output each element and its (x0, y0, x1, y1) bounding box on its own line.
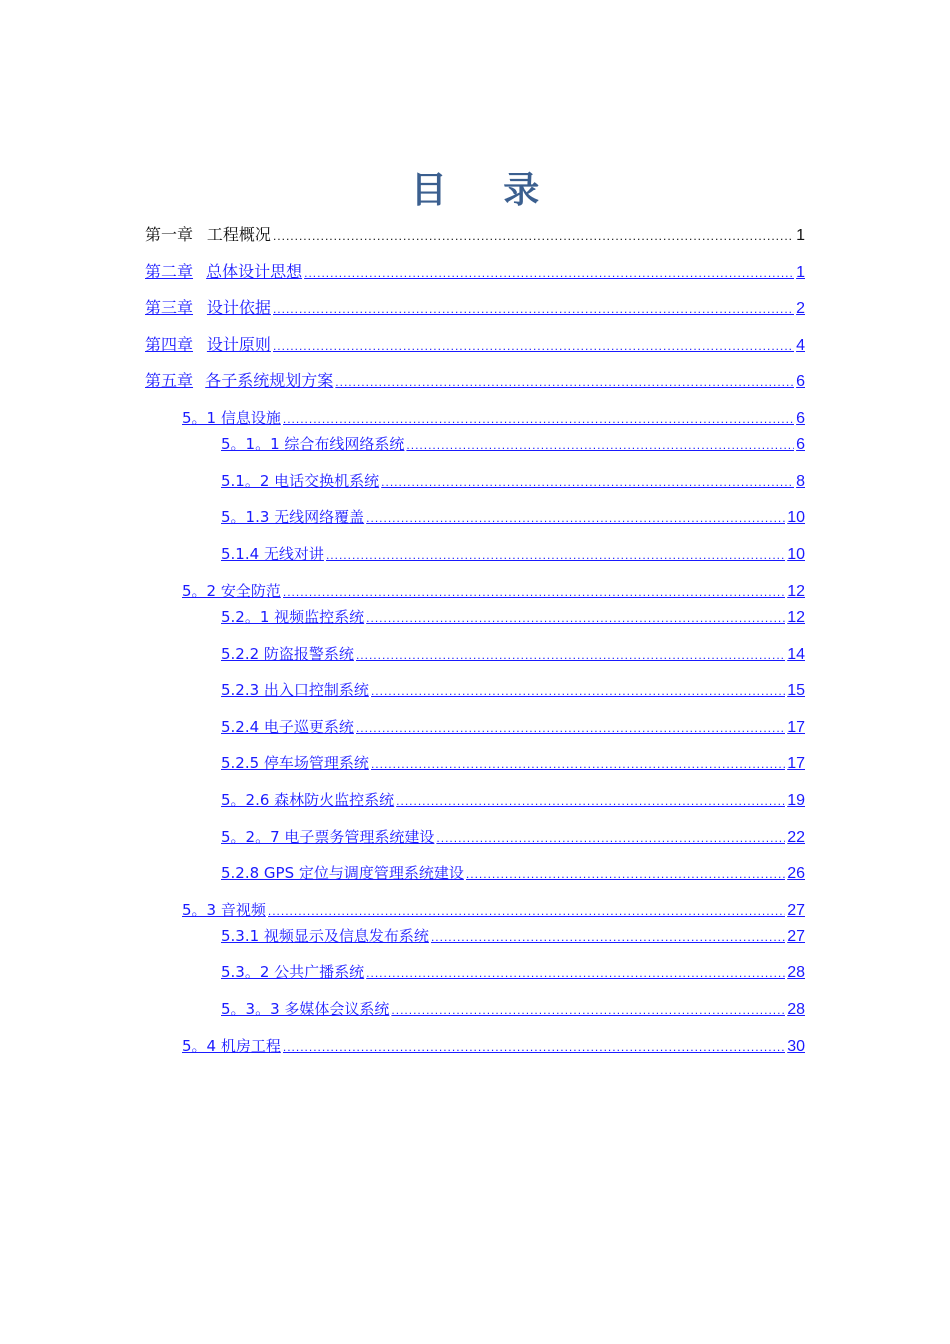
toc-entry-label: 5。1.3 无线网络覆盖 (221, 508, 365, 526)
toc-entry[interactable] (221, 997, 805, 1021)
toc-entry-label: 5.1。2 电话交换机系统 (221, 472, 380, 490)
toc-page-number: 12 (787, 583, 805, 600)
toc-page-number: 6 (796, 373, 805, 390)
toc-page-number: 2 (796, 300, 805, 317)
toc-entry[interactable] (221, 505, 805, 529)
toc-entry-label: 各子系统规划方案 (205, 371, 334, 390)
toc-chapter-number: 第四章 (145, 335, 194, 354)
toc-dot-leader (371, 679, 785, 703)
toc-dot-leader (356, 716, 785, 740)
toc-dot-leader (431, 925, 785, 949)
toc-page-number: 27 (787, 928, 805, 945)
toc-chapter-number: 第五章 (145, 371, 194, 390)
toc-entry-label: 5。1 信息设施 (182, 409, 281, 427)
toc-entry-label: 5.3。2 公共广播系统 (221, 963, 365, 981)
toc-entry-label: 5.2。1 视频监控系统 (221, 608, 365, 626)
toc-entry-label: 5。2.6 森林防火监控系统 (221, 791, 395, 809)
toc-dot-leader (366, 606, 785, 630)
toc-entry (145, 223, 805, 247)
toc-entry-label: 5。2。7 电子票务管理系统建设 (221, 828, 435, 846)
toc-page-number: 1 (796, 264, 805, 281)
toc-entry-label: 5。3 音视频 (182, 901, 266, 919)
toc-dot-leader (436, 826, 785, 850)
toc-entry-label: 5。3。3 多媒体会议系统 (221, 1000, 390, 1018)
toc-dot-leader (326, 543, 785, 567)
toc-dot-leader (273, 297, 794, 321)
toc-entry-label: 5.2.5 停车场管理系统 (221, 754, 369, 772)
toc-title: 目 录 (410, 169, 562, 211)
toc-page-number: 4 (796, 337, 805, 354)
toc-entry[interactable] (182, 579, 805, 603)
toc-page-number: 8 (796, 473, 805, 490)
toc-entry[interactable] (145, 260, 805, 284)
toc-entry[interactable] (221, 751, 805, 775)
toc-dot-leader (283, 407, 794, 431)
toc-entry[interactable] (145, 369, 805, 393)
toc-page-number: 17 (787, 755, 805, 772)
toc-entry[interactable] (221, 715, 805, 739)
toc-dot-leader (273, 334, 794, 358)
toc-chapter-number: 第三章 (145, 298, 194, 317)
toc-entry[interactable] (221, 788, 805, 812)
toc-entry-label: 5.3.1 视频显示及信息发布系统 (221, 927, 429, 945)
toc-entry[interactable] (221, 825, 805, 849)
toc-page-number: 14 (787, 646, 805, 663)
toc-entry-label: 总体设计思想 (206, 262, 303, 281)
toc-entry[interactable] (221, 469, 805, 493)
toc-dot-leader (356, 643, 785, 667)
toc-chapter-number: 第二章 (145, 262, 194, 281)
toc-entry-label: 5。2 安全防范 (182, 582, 281, 600)
toc-dot-leader (273, 224, 794, 248)
toc-dot-leader (283, 1035, 785, 1059)
toc-dot-leader (283, 580, 785, 604)
toc-entry-label: 5。1。1 综合布线网络系统 (221, 435, 405, 453)
toc-dot-leader (381, 470, 794, 494)
toc-page-number: 6 (796, 436, 805, 453)
toc-dot-leader (391, 998, 785, 1022)
toc-chapter-number: 第一章 (145, 225, 194, 244)
toc-entry[interactable] (145, 333, 805, 357)
toc-dot-leader (304, 261, 794, 285)
toc-entry-label: 5.2.3 出入口控制系统 (221, 681, 369, 699)
toc-entry-label: 5.2.4 电子巡更系统 (221, 718, 354, 736)
toc-dot-leader (366, 961, 785, 985)
toc-page-number: 12 (787, 609, 805, 626)
toc-page-number: 10 (787, 546, 805, 563)
toc-dot-leader (406, 433, 794, 457)
toc-dot-leader (335, 370, 794, 394)
toc-entry-label: 5.2.8 GPS 定位与调度管理系统建设 (221, 864, 464, 882)
toc-page-number: 28 (787, 1001, 805, 1018)
toc-page-number: 10 (787, 509, 805, 526)
toc-entry[interactable] (182, 898, 805, 922)
toc-entry[interactable] (221, 960, 805, 984)
toc-entry[interactable] (221, 605, 805, 629)
toc-page-number: 26 (787, 865, 805, 882)
toc-page-number: 27 (787, 902, 805, 919)
toc-dot-leader (466, 862, 785, 886)
toc-entry[interactable] (221, 432, 805, 456)
toc-page-number: 1 (796, 227, 805, 244)
toc-entry-label: 工程概况 (206, 225, 271, 244)
toc-entry-label: 设计依据 (206, 298, 271, 317)
toc-entry-label: 5。4 机房工程 (182, 1037, 281, 1055)
toc-entry-label: 设计原则 (206, 335, 271, 354)
toc-page-number: 28 (787, 964, 805, 981)
toc-page-number: 15 (787, 682, 805, 699)
toc-entry-label: 5.2.2 防盗报警系统 (221, 645, 354, 663)
toc-entry[interactable] (221, 542, 805, 566)
toc-dot-leader (371, 752, 785, 776)
toc-entry[interactable] (182, 406, 805, 430)
toc-dot-leader (268, 899, 785, 923)
toc-page-number: 22 (787, 829, 805, 846)
toc-dot-leader (366, 506, 785, 530)
toc-page-number: 17 (787, 719, 805, 736)
toc-entry[interactable] (221, 678, 805, 702)
toc-entry[interactable] (221, 924, 805, 948)
toc-page-number: 6 (796, 410, 805, 427)
toc-dot-leader (396, 789, 785, 813)
toc-entry[interactable] (182, 1034, 805, 1058)
toc-entry[interactable] (221, 642, 805, 666)
toc-entry[interactable] (221, 861, 805, 885)
toc-entry[interactable] (145, 296, 805, 320)
toc-page-number: 30 (787, 1038, 805, 1055)
toc-entry-label: 5.1.4 无线对讲 (221, 545, 324, 563)
toc-page-number: 19 (787, 792, 805, 809)
